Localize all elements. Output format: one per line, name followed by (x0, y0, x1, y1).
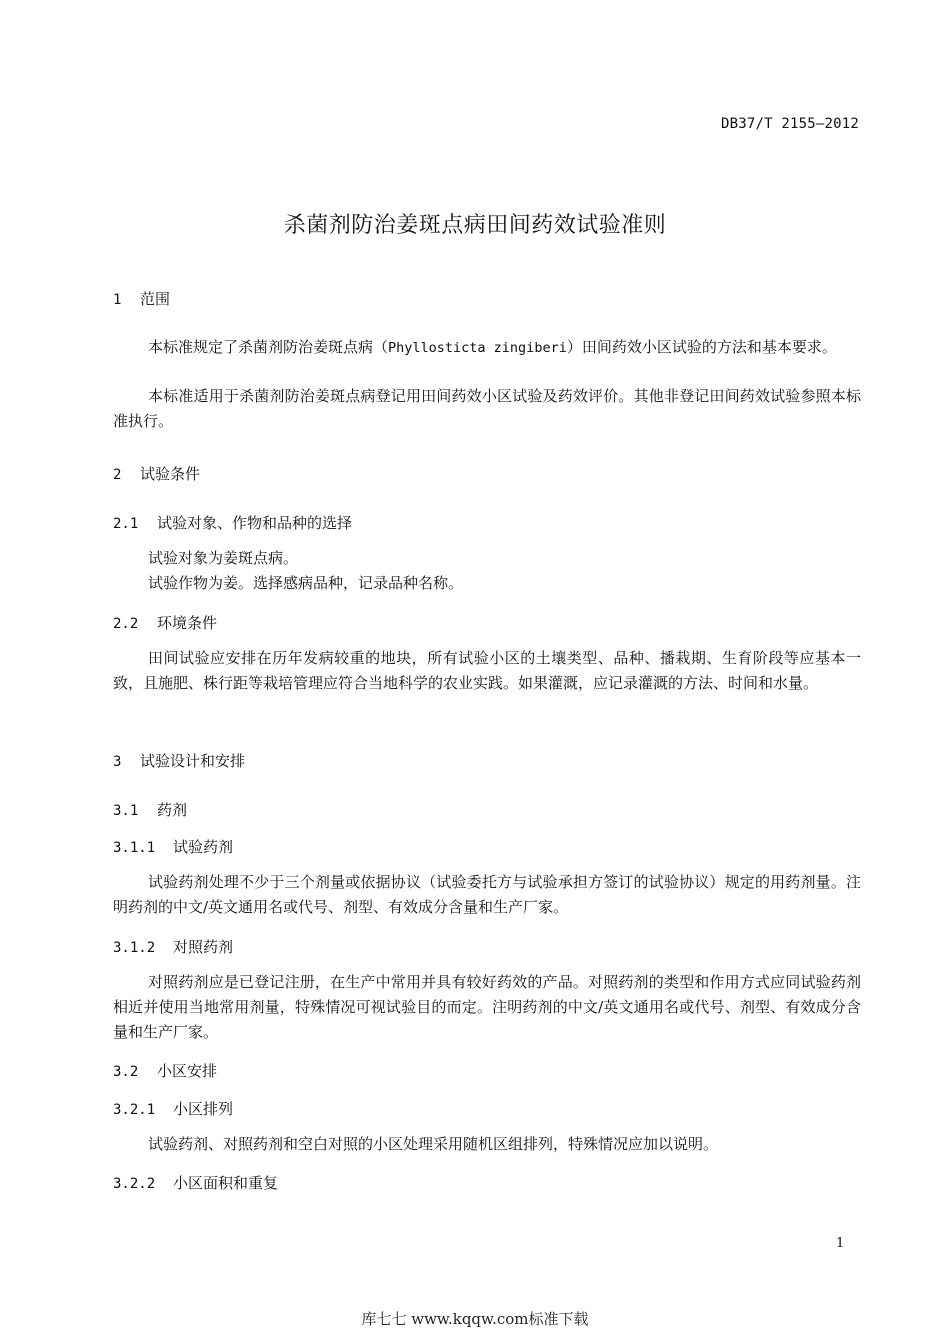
section-title: 范围 (140, 290, 171, 308)
section-title: 药剂 (157, 801, 188, 819)
text-run: ）田间药效小区试验的方法和基本要求。 (566, 338, 837, 356)
section-heading-3-1-2 (113, 936, 233, 957)
document-title: 杀菌剂防治姜斑点病田间药效试验准则 (283, 213, 667, 238)
section-number: 2.1 (113, 516, 139, 532)
section-title: 试验药剂 (173, 838, 234, 856)
latin-name: Phyllosticta zingiberi (388, 340, 567, 356)
section-title: 试验条件 (140, 465, 201, 483)
section-number: 3.1 (113, 803, 139, 819)
section-heading-2-1 (113, 512, 352, 533)
section-heading-3-1-1 (113, 836, 233, 857)
section-heading-1 (113, 288, 170, 309)
section-number: 3 (113, 754, 122, 770)
section-number: 1 (113, 292, 122, 308)
paragraph-scope-1 (113, 335, 861, 361)
section-number: 3.1.1 (113, 840, 156, 856)
section-number: 2.2 (113, 616, 139, 632)
paragraph-2-2: 田间试验应安排在历年发病较重的地块，所有试验小区的土壤类型、品种、播栽期、生育阶段等应基本一致，且施肥、株行距等栽培管理应符合当地科学的农业实践。如果灌溉，应记录灌溉的方法、时间和水量。 (113, 649, 861, 692)
paragraph-3-1-2: 对照药剂应是已登记注册，在生产中常用并具有较好药效的产品。对照药剂的类型和作用方式应同试验药剂相近并使用当地常用剂量，特殊情况可视试验目的而定。注明药剂的中文/英文通用名或代号、剂型、有效成分含量和生产厂家。 (113, 973, 861, 1041)
section-title: 环境条件 (157, 614, 218, 632)
section-number: 2 (113, 467, 122, 483)
section-heading-3 (113, 750, 245, 771)
standard-code: DB37/T 2155—2012 (720, 116, 859, 132)
text-run: 本标准规定了杀菌剂防治姜斑点病（ (148, 338, 389, 356)
section-title: 小区面积和重复 (173, 1174, 279, 1192)
section-title: 小区排列 (173, 1100, 234, 1118)
section-heading-2 (113, 463, 200, 484)
section-title: 对照药剂 (173, 938, 234, 956)
paragraph-2-1-b: 试验作物为姜。选择感病品种，记录品种名称。 (148, 574, 464, 592)
section-heading-3-2-1 (113, 1098, 233, 1119)
section-number: 3.2.1 (113, 1102, 156, 1118)
section-heading-3-2-2 (113, 1172, 278, 1193)
section-number: 3.1.2 (113, 940, 156, 956)
section-heading-3-2 (113, 1060, 217, 1081)
section-title: 小区安排 (157, 1062, 218, 1080)
section-title: 试验设计和安排 (140, 752, 246, 770)
section-heading-3-1 (113, 799, 187, 820)
paragraph-2-1-a: 试验对象为姜斑点病。 (148, 549, 299, 567)
section-title: 试验对象、作物和品种的选择 (157, 514, 353, 532)
section-heading-2-2 (113, 612, 217, 633)
paragraph-scope-2: 本标准适用于杀菌剂防治姜斑点病登记用田间药效小区试验及药效评价。其他非登记田间药效试验参照本标准执行。 (113, 387, 861, 430)
section-number: 3.2.2 (113, 1176, 156, 1192)
paragraph-3-2-1: 试验药剂、对照药剂和空白对照的小区处理采用随机区组排列，特殊情况应加以说明。 (148, 1135, 719, 1153)
section-number: 3.2 (113, 1064, 139, 1080)
paragraph-3-1-1: 试验药剂处理不少于三个剂量或依据协议（试验委托方与试验承担方签订的试验协议）规定的用药剂量。注明药剂的中文/英文通用名或代号、剂型、有效成分含量和生产厂家。 (113, 873, 861, 916)
footer-watermark: 库七七 www.kqqw.com标准下载 (361, 1310, 589, 1328)
page-number: 1 (836, 1236, 845, 1251)
